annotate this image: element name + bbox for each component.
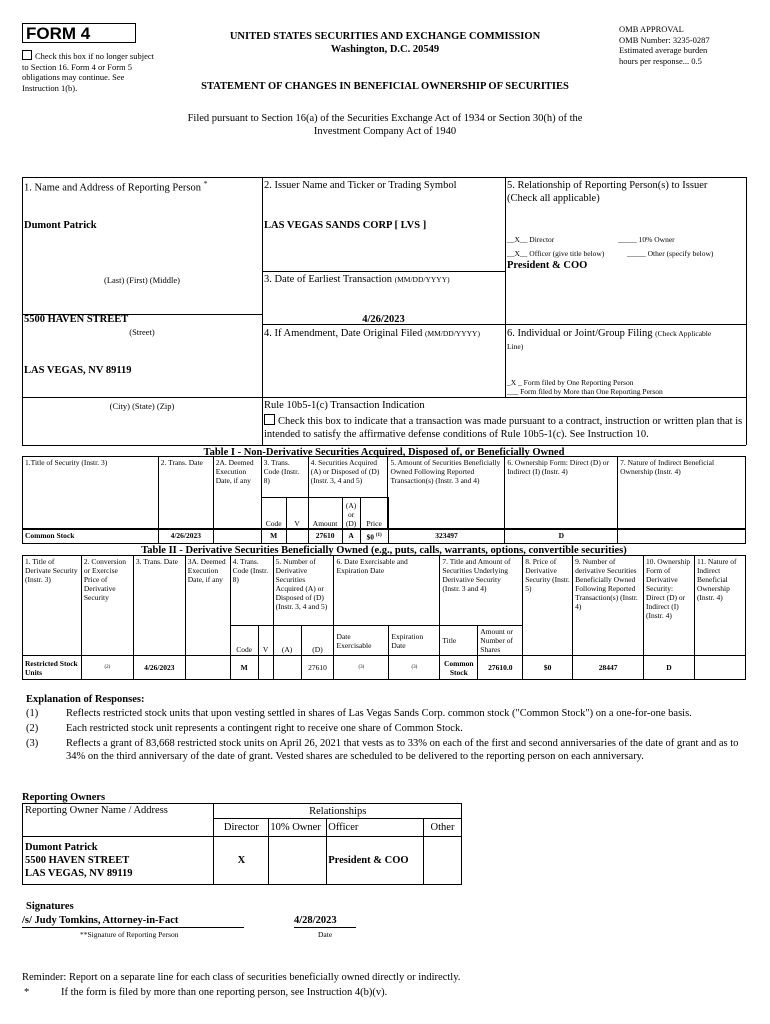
t1-row-amount: 27610: [308, 530, 342, 544]
rule10b-title: Rule 10b5-1(c) Transaction Indication: [264, 400, 425, 411]
table-row: [23, 656, 746, 680]
omb-hours: hours per response... 0.5: [619, 55, 702, 66]
t1-sub-code: Code: [261, 498, 286, 530]
t2-h-nature: 11. Nature of Indirect Beneficial Ownership (Instr. 4): [694, 556, 745, 656]
one-person-option: _X _ Form filed by One Reporting Person: [507, 378, 634, 387]
box3-label: 3. Date of Earliest Transaction (MM/DD/YYYY): [264, 274, 450, 285]
t2-sub-d: (D): [301, 626, 334, 656]
commission-city: Washington, D.C. 20549: [330, 44, 440, 55]
date-caption: Date: [318, 930, 333, 939]
explanation-list: [26, 707, 746, 763]
director-option: __X__ Director: [507, 235, 555, 244]
city-caption: (City) (State) (Zip): [109, 401, 175, 411]
owner-ten: [269, 837, 327, 885]
t2-sub-code: Code: [230, 626, 258, 656]
omb-box: [619, 24, 759, 66]
signature-caption: **Signature of Reporting Person: [80, 930, 179, 939]
t1-h-date: 2. Trans. Date: [158, 457, 213, 529]
table-row: [23, 837, 462, 885]
t2-row-conv: (2): [81, 656, 133, 680]
section16-check-text: Check this box if no longer subject to Section 16. Form 4 or Form 5 obligations may continue. See Instruction 1(b).: [22, 51, 154, 93]
t1-sub-amount: Amount: [308, 498, 342, 530]
t2-h-form: 10. Ownership Form of Derivative Security: Direct (D) or Indirect (I) (Instr. 4): [644, 556, 695, 656]
explanation-title: Explanation of Responses:: [26, 694, 145, 705]
list-item: (1) Reflects restricted stock units that upon vesting settled in shares of Las Vegas Sands Corp. common stock ("Common Stock") on a one-for-one basis.: [26, 708, 692, 719]
t2-sub-exercisable: Date Exercisable: [334, 626, 389, 656]
owner-address: [23, 837, 214, 885]
omb-burden: Estimated average burden: [619, 45, 708, 55]
t1-row-nature: [618, 530, 746, 544]
t2-row-nature: [694, 656, 745, 680]
multi-person-option: ___ Form filed by More than One Reporting Person: [507, 387, 663, 396]
reminder-line: Reminder: Report on a separate line for each class of securities beneficially owned directly or indirectly.: [22, 972, 461, 983]
officer-option: __X__ Officer (give title below): [507, 249, 605, 258]
t1-h-owned: 5. Amount of Securities Beneficially Owned Following Reported Transaction(s) (Instr. 3 and 4): [388, 457, 505, 529]
owner-officer: President & COO: [327, 837, 424, 885]
t2-h-title: 1. Title of Derivate Security (Instr. 3): [23, 556, 82, 656]
t2-row-expiration: (3): [389, 656, 440, 680]
t2-row-a: [273, 656, 301, 680]
filed-line-2: Investment Company Act of 1940: [313, 126, 457, 137]
filed-line-1: Filed pursuant to Section 16(a) of the Securities Exchange Act of 1934 or Section 30(h) of the: [187, 113, 583, 124]
reporting-person-name: Dumont Patrick: [24, 220, 97, 231]
t2-row-und-title: Common Stock: [440, 656, 478, 680]
statement-title: STATEMENT OF CHANGES IN BENEFICIAL OWNERSHIP OF SECURITIES: [201, 81, 569, 92]
t1-sub-ad: (A) or (D): [342, 498, 360, 530]
reminder-star: *: [24, 987, 30, 998]
name-caption: (Last) (First) (Middle): [103, 275, 180, 285]
rule10b-checkbox[interactable]: [264, 414, 275, 425]
t1-row-v: [286, 530, 308, 544]
section16-check-area: [22, 50, 157, 93]
owners-col-rel: Relationships: [214, 804, 462, 819]
omb-number: OMB Number: 3235-0287: [619, 34, 710, 45]
t2-sub-expiration: Expiration Date: [389, 626, 440, 656]
form-title: FORM 4: [22, 23, 136, 43]
owner-city: LAS VEGAS, NV 89119: [25, 868, 133, 879]
box1-label: 1. Name and Address of Reporting Person *: [24, 179, 208, 194]
rule10b-area: [264, 414, 744, 441]
omb-title: OMB APPROVAL: [619, 24, 684, 34]
box4-label: 4. If Amendment, Date Original Filed (MM/DD/YYYY): [264, 328, 480, 339]
t1-sub-v: V: [286, 498, 308, 530]
t1-row-ad: A: [342, 530, 360, 544]
t2-h-exercisable: 6. Date Exercisable and Expiration Date: [334, 556, 440, 626]
owners-col-director: Director: [214, 819, 269, 837]
list-item: (3) Reflects a grant of 83,668 restricted stock units on April 26, 2021 that vests as to 33% on each of the first and second anniversaries of the date of grant and as to 34% on the third anniversary of the date of grant. Vested shares are scheduled to be delivered to the reporting person on each anniversary.: [26, 738, 739, 762]
owners-col-officer: Officer: [327, 819, 424, 837]
t2-row-owned: 28447: [573, 656, 644, 680]
reporting-street: 5500 HAVEN STREET: [24, 314, 129, 325]
t2-row-form: D: [644, 656, 695, 680]
t2-sub-title: Title: [440, 626, 478, 656]
owners-table: [22, 803, 462, 885]
officer-title: President & COO: [507, 260, 588, 271]
t2-row-title: Restricted Stock Units: [23, 656, 82, 680]
t2-h-price: 8. Price of Derivative Security (Instr. 5): [523, 556, 573, 656]
t2-sub-v: V: [258, 626, 273, 656]
t2-h-underlying: 7. Title and Amount of Securities Underlying Derivative Security (Instr. 3 and 4): [440, 556, 523, 626]
owner-other: [424, 837, 462, 885]
t1-h-nature: 7. Nature of Indirect Beneficial Ownership (Instr. 4): [618, 457, 746, 529]
t2-row-price: $0: [523, 656, 573, 680]
t2-sub-a: (A): [273, 626, 301, 656]
t2-row-deemed: [185, 656, 230, 680]
list-item: (2) Each restricted stock unit represents a contingent right to receive one share of Common Stock.: [26, 723, 463, 734]
t2-row-exercisable: (3): [334, 656, 389, 680]
reminder-instruction: If the form is filed by more than one reporting person, see Instruction 4(b)(v).: [61, 987, 388, 998]
box2-label: 2. Issuer Name and Ticker or Trading Symbol: [264, 180, 457, 191]
box1-footnote: *: [203, 179, 208, 188]
t2-row-und-amount: 27610.0: [478, 656, 523, 680]
table-row: [23, 530, 746, 544]
owners-title: Reporting Owners: [22, 792, 106, 803]
t2-h-conv: 2. Conversion or Exercise Price of Derivative Security: [81, 556, 133, 656]
t1-row-form: D: [505, 530, 618, 544]
owners-col-name: Reporting Owner Name / Address: [23, 804, 214, 837]
t2-row-v: [258, 656, 273, 680]
section16-checkbox[interactable]: [22, 50, 32, 60]
owners-col-other: Other: [424, 819, 462, 837]
rule10b-text: Check this box to indicate that a transaction was made pursuant to a contract, instruction or written plan that is intended to satisfy the affirmative defense conditions of Rule 10b5-1(c). See Instruction 10.: [264, 416, 743, 440]
t1-h-form: 6. Ownership Form: Direct (D) or Indirect (I) (Instr. 4): [505, 457, 618, 529]
t1-h-deemed: 2A. Deemed Execution Date, if any: [213, 457, 261, 529]
signatures-title: Signatures: [26, 901, 74, 912]
earliest-transaction-date: 4/26/2023: [362, 314, 405, 325]
box5-label: 5. Relationship of Reporting Person(s) to Issuer (Check all applicable): [507, 180, 708, 204]
issuer-name: LAS VEGAS SANDS CORP [ LVS ]: [264, 220, 427, 231]
signature-date: 4/28/2023: [294, 914, 356, 928]
t1-row-code: M: [261, 530, 286, 544]
t2-row-d: 27610: [301, 656, 334, 680]
t2-h-deemed: 3A. Deemed Execution Date, if any: [185, 556, 230, 656]
table1-body: [22, 497, 746, 544]
t2-row-date: 4/26/2023: [133, 656, 185, 680]
t1-row-owned: 323497: [388, 530, 505, 544]
t1-row-price: $0 $^{(1)}$: [360, 530, 388, 544]
owner-name: Dumont Patrick: [25, 842, 98, 853]
t1-h-acquired: 4. Securities Acquired (A) or Disposed of (D) (Instr. 3, 4 and 5): [308, 457, 388, 529]
owners-col-10: 10% Owner: [269, 819, 327, 837]
box6-label: 6. Individual or Joint/Group Filing (Check Applicable Line): [507, 328, 712, 351]
t1-row-deemed: [213, 530, 261, 544]
ten-pct-option: _____ 10% Owner: [618, 235, 675, 244]
t1-h-code: 3. Trans. Code (Instr. 8): [261, 457, 308, 529]
filed-pursuant: [110, 112, 660, 138]
reporting-city: LAS VEGAS, NV 89119: [24, 365, 132, 376]
t1-row-title: Common Stock: [23, 530, 159, 544]
table1-title: Table I - Non-Derivative Securities Acquired, Disposed of, or Beneficially Owned: [203, 447, 565, 458]
t2-h-number: 5. Number of Derivative Securities Acquired (A) or Disposed of (D) (Instr. 3, 4 and 5): [273, 556, 334, 626]
t1-row-date: 4/26/2023: [158, 530, 213, 544]
t2-h-owned: 9. Number of derivative Securities Beneficially Owned Following Reported Transaction(s) (Instr. 4): [573, 556, 644, 656]
commission-name: UNITED STATES SECURITIES AND EXCHANGE COMMISSION: [229, 31, 541, 42]
signer-name: /s/ Judy Tomkins, Attorney-in-Fact: [22, 914, 244, 928]
t2-h-code: 4. Trans. Code (Instr. 8): [230, 556, 273, 626]
owner-director: X: [214, 837, 269, 885]
t2-row-code: M: [230, 656, 258, 680]
t1-h-title: 1.Title of Security (Instr. 3): [23, 457, 159, 529]
table2: [22, 555, 746, 680]
table2-title: Table II - Derivative Securities Beneficially Owned (e.g., puts, calls, warrants, options, convertible securities): [141, 545, 627, 556]
street-caption: (Street): [129, 327, 155, 337]
t2-h-date: 3. Trans. Date: [133, 556, 185, 656]
owner-street: 5500 HAVEN STREET: [25, 855, 130, 866]
other-option: _____ Other (specify below): [627, 249, 714, 258]
t2-sub-amount: Amount or Number of Shares: [478, 626, 523, 656]
t1-sub-price: Price: [360, 498, 388, 530]
